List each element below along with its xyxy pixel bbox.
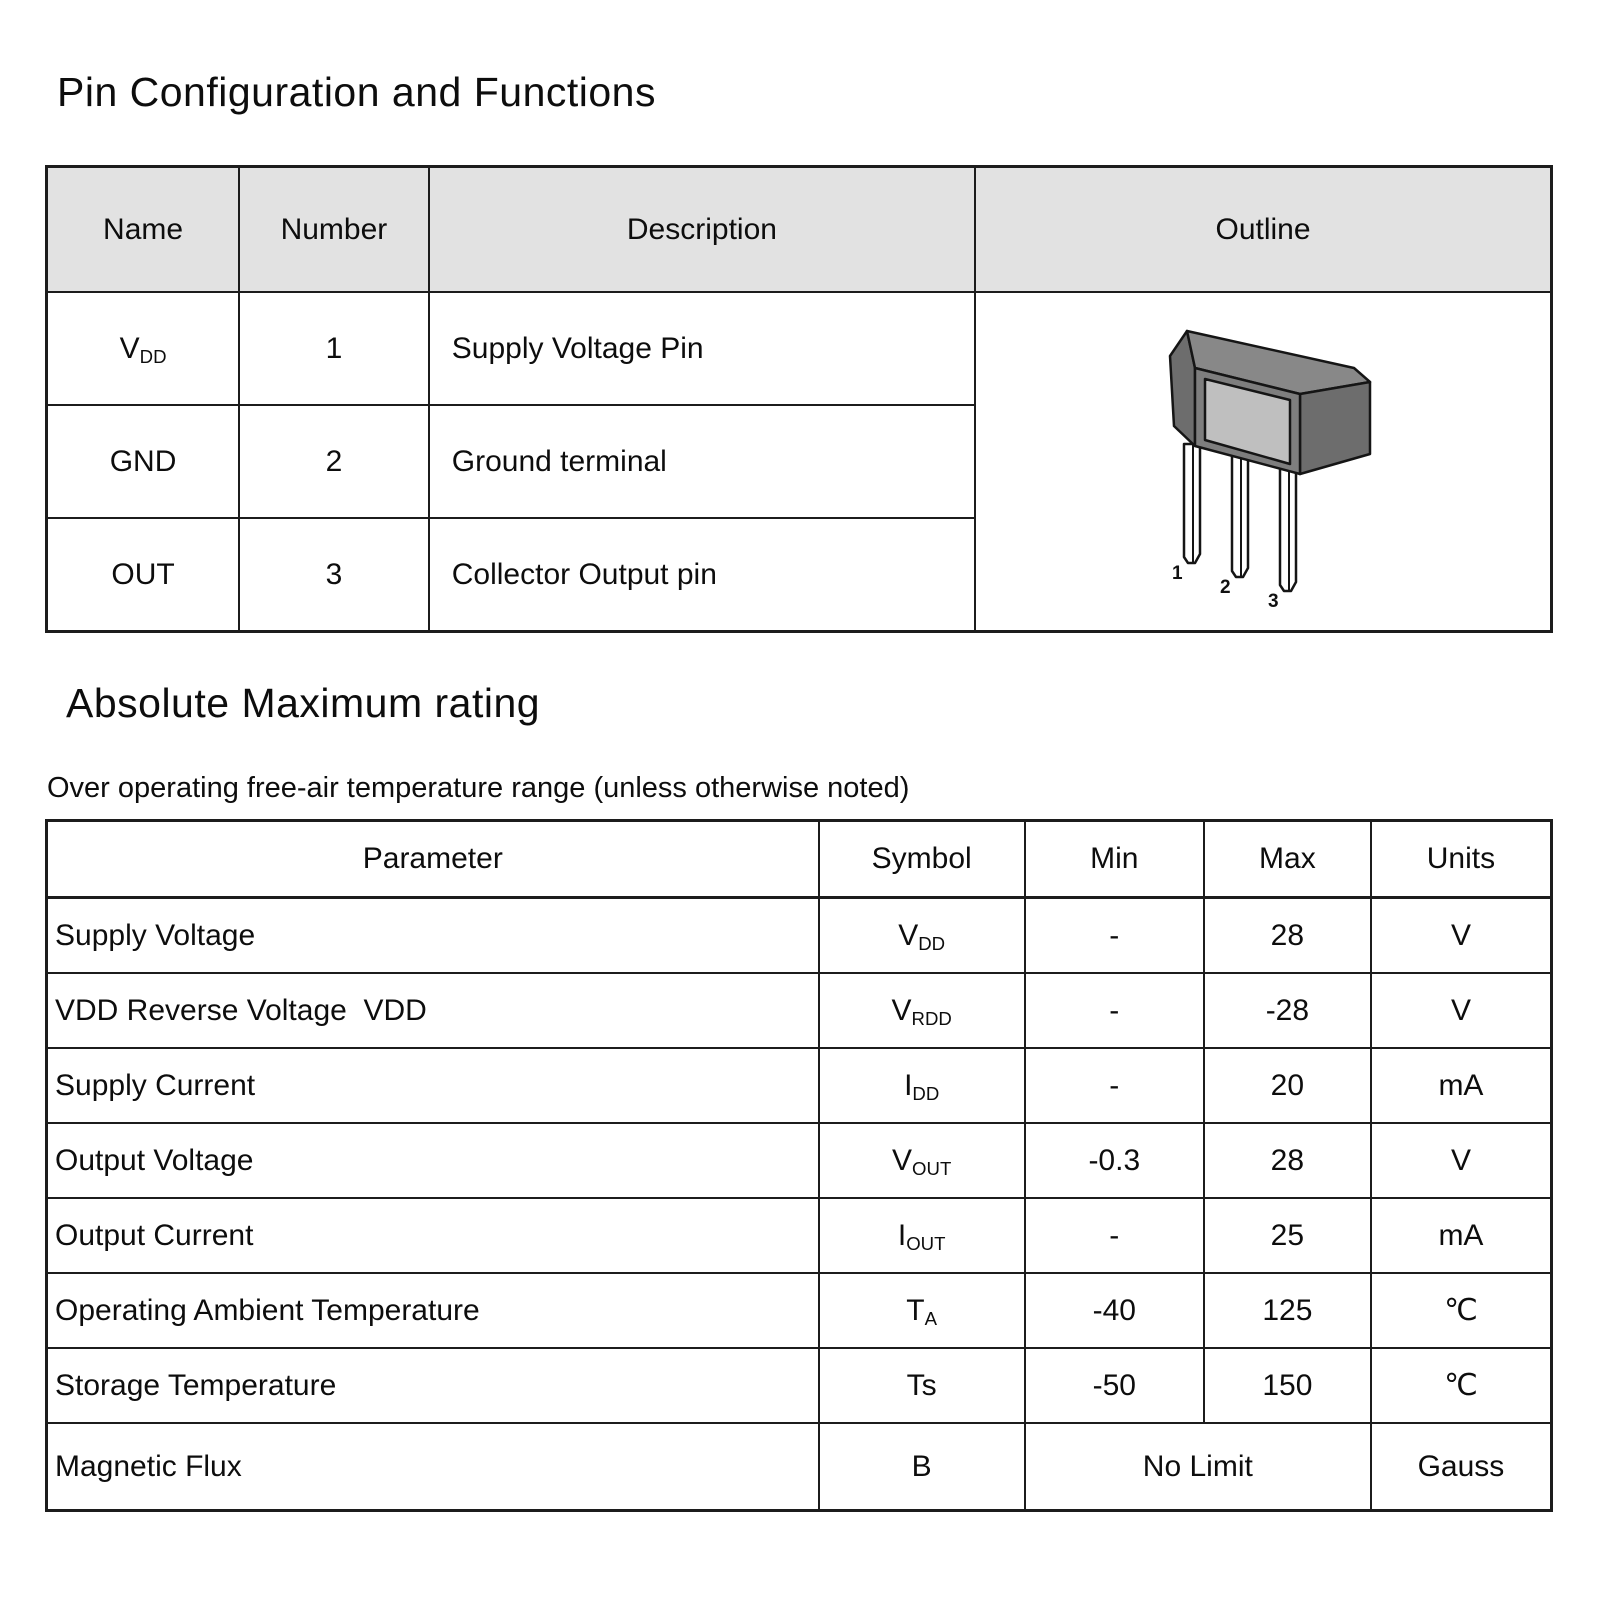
table-row: [47, 1348, 1552, 1423]
symbol: V: [892, 1143, 913, 1177]
section-title-absolute-maximum-rating: Absolute Maximum rating: [66, 680, 541, 727]
symbol-cell: [819, 1048, 1025, 1123]
pin-number-cell: 1: [239, 292, 429, 405]
min-cell: -: [1025, 1198, 1204, 1273]
units-cell: mA: [1371, 1048, 1552, 1123]
symbol: I: [897, 1218, 907, 1252]
max-cell: 150: [1204, 1348, 1371, 1423]
min-max-merged-cell: No Limit: [1025, 1423, 1371, 1511]
pin-configuration-table: [45, 165, 1553, 633]
pin-name-cell: [47, 292, 240, 405]
pin-name-cell: [47, 405, 240, 518]
min-cell: -40: [1025, 1273, 1204, 1348]
max-cell: 20: [1204, 1048, 1371, 1123]
units-cell: V: [1371, 1123, 1552, 1198]
min-cell: -50: [1025, 1348, 1204, 1423]
max-cell: 28: [1204, 1123, 1371, 1198]
table-row: [47, 1198, 1552, 1273]
table-row: [47, 292, 1552, 405]
absolute-maximum-rating-table: [45, 819, 1553, 1512]
max-cell: -28: [1204, 973, 1371, 1048]
table-row: [47, 1273, 1552, 1348]
parameter-cell: Supply Voltage: [47, 898, 819, 974]
amr-header-max: Max: [1204, 821, 1371, 898]
units-cell: V: [1371, 973, 1552, 1048]
amr-header-units: Units: [1371, 821, 1552, 898]
symbol-cell: [819, 1423, 1025, 1511]
parameter-cell: Operating Ambient Temperature: [47, 1273, 819, 1348]
pin-description-cell: Ground terminal: [429, 405, 975, 518]
pin-name-subscript: DD: [139, 345, 167, 367]
min-cell: -: [1025, 1048, 1204, 1123]
units-cell: Gauss: [1371, 1423, 1552, 1511]
amr-header-symbol: Symbol: [819, 821, 1025, 898]
symbol-cell: [819, 1123, 1025, 1198]
table-row: [47, 973, 1552, 1048]
amr-header-min: Min: [1025, 821, 1204, 898]
parameter-cell: Magnetic Flux: [47, 1423, 819, 1511]
units-cell: V: [1371, 898, 1552, 974]
symbol: I: [904, 1068, 913, 1102]
parameter-cell: Storage Temperature: [47, 1348, 819, 1423]
abs-max-table-note: Over operating free-air temperature range (unless otherwise noted): [47, 772, 910, 805]
symbol-cell: [819, 898, 1025, 974]
symbol: B: [911, 1449, 932, 1483]
parameter-cell: Output Current: [47, 1198, 819, 1273]
pin-name: V: [119, 331, 140, 365]
symbol-subscript: OUT: [912, 1157, 952, 1179]
package-outline-cell: [975, 292, 1551, 632]
symbol-subscript: OUT: [906, 1232, 946, 1254]
symbol: Ts: [906, 1368, 937, 1402]
pin-description-cell: Collector Output pin: [429, 518, 975, 632]
pin-table-header-number: Number: [239, 167, 429, 293]
symbol-subscript: DD: [912, 1082, 940, 1104]
pin3-label: 3: [1268, 590, 1279, 612]
min-cell: -0.3: [1025, 1123, 1204, 1198]
symbol-cell: [819, 973, 1025, 1048]
symbol: V: [898, 918, 919, 952]
parameter-cell: Output Voltage: [47, 1123, 819, 1198]
units-cell: ℃: [1371, 1273, 1552, 1348]
pin-name-cell: [47, 518, 240, 632]
pin2-label: 2: [1220, 576, 1231, 598]
pin-name: GND: [109, 444, 177, 478]
pin-description-cell: Supply Voltage Pin: [429, 292, 975, 405]
symbol-subscript: DD: [918, 932, 946, 954]
pin-table-header-description: Description: [429, 167, 975, 293]
table-row: [47, 1123, 1552, 1198]
pin-name: OUT: [111, 557, 175, 591]
units-cell: ℃: [1371, 1348, 1552, 1423]
amr-header-row: [47, 821, 1552, 898]
pin1-label: 1: [1172, 562, 1183, 584]
symbol: V: [891, 993, 912, 1027]
table-row: [47, 1423, 1552, 1511]
parameter-cell: VDD Reverse Voltage VDD: [47, 973, 819, 1048]
pin-number-cell: 3: [239, 518, 429, 632]
units-cell: mA: [1371, 1198, 1552, 1273]
sip3-package-drawing-icon: [1132, 306, 1394, 624]
max-cell: 28: [1204, 898, 1371, 974]
max-cell: 125: [1204, 1273, 1371, 1348]
pin-table-header-row: [47, 167, 1552, 293]
amr-header-parameter: Parameter: [47, 821, 819, 898]
pin-table-header-outline: Outline: [975, 167, 1551, 293]
pin-number-cell: 2: [239, 405, 429, 518]
symbol-cell: [819, 1348, 1025, 1423]
section-title-pin-configuration: Pin Configuration and Functions: [57, 69, 656, 115]
symbol: T: [906, 1293, 925, 1327]
table-row: [47, 1048, 1552, 1123]
symbol-cell: [819, 1198, 1025, 1273]
pin-table-header-name: Name: [47, 167, 240, 293]
symbol-subscript: A: [924, 1307, 938, 1329]
min-cell: -: [1025, 898, 1204, 974]
min-cell: -: [1025, 973, 1204, 1048]
table-row: [47, 898, 1552, 974]
max-cell: 25: [1204, 1198, 1371, 1273]
symbol-subscript: RDD: [911, 1007, 952, 1029]
parameter-cell: Supply Current: [47, 1048, 819, 1123]
symbol-cell: [819, 1273, 1025, 1348]
